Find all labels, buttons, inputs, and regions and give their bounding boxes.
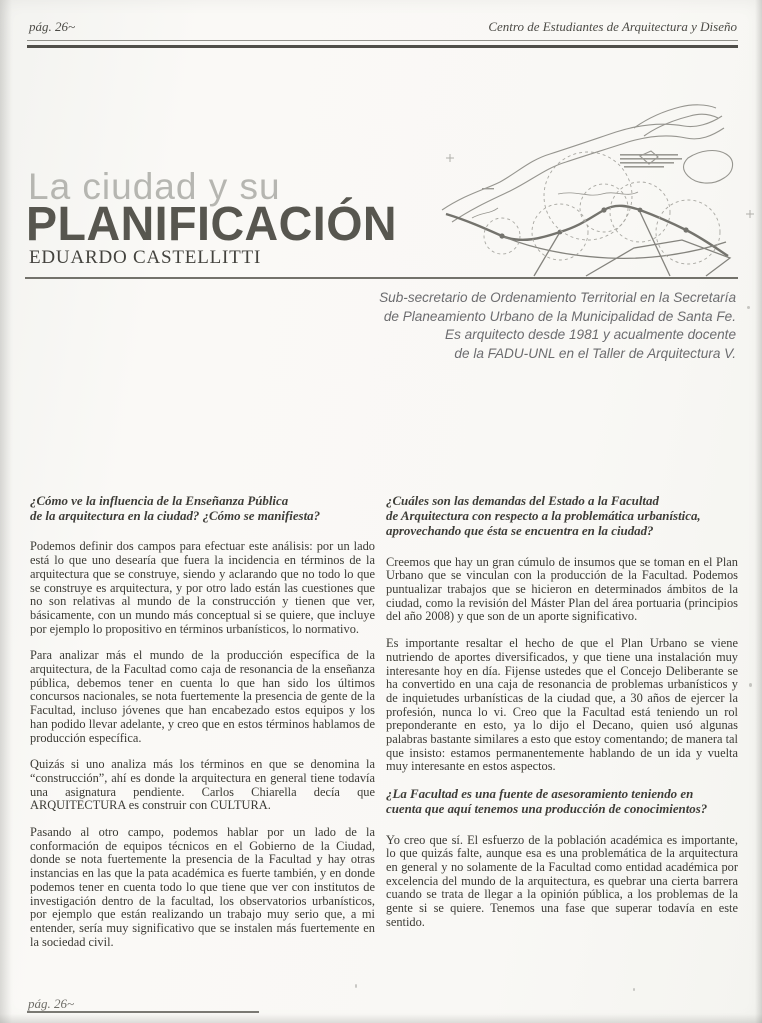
question-line: aprovechando que ésta se encuentra en la ciudad?	[386, 524, 654, 539]
scan-edge-shadow-bottom	[0, 1014, 762, 1023]
scan-speck	[747, 306, 750, 309]
question-line: ¿Cómo ve la influencia de la Enseñanza Pública	[30, 494, 289, 508]
urban-plan-sketch-illustration	[438, 96, 762, 278]
body-paragraph: Para analizar más el mundo de la producción específica de la arquitectura, de la Facultad como caja de resonancia de la enseñanza pública, debemos tener en cuenta lo que han sido los últimos concursos nacionales, se nota fuertemente la presencia de gente de la Facultad, incluso jóvenes que han encabezado estos equipos y los han podido llevar adelante, y creo que en estos términos hablamos de producción específica.	[30, 648, 375, 745]
body-paragraph: Yo creo que sí. El esfuerzo de la población académica es importante, lo que quizás falte, aunque esa es una problemática de la arquitectura en general y no solamente de la Facultad como entidad académica por excelencia del mundo de la arquitectura, es quebrar una cierta barrera cuando se trata de llegar a la opinión pública, a los problemas de la gente si se quiere. Tenemos una fase que superar todavía en este sentido.	[386, 832, 738, 929]
interview-question-3	[386, 787, 738, 817]
body-paragraph: Pasando al otro campo, podemos hablar por un lado de la conformación de equipos técnicos en el Gobierno de la Ciudad, donde se nota fuertemente la presencia de la Facultad y hay otras instancias en las que la pata académica es fuerte también, y en donde podemos tener en cuenta todo lo que tiene que ver con institutos de investigación dentro de la facultad, los observatorios urbanísticos, por ejemplo que están realizando un trabajo muy serio que, a mi entender, sería muy significativo que se instalen más fuertemente en la sociedad civil.	[30, 825, 375, 949]
footer-page-number: pág. 26~	[28, 996, 75, 1011]
footer-rule	[27, 1011, 259, 1013]
article-author: EDUARDO CASTELLITTI	[29, 247, 262, 268]
body-paragraph: Creemos que hay un gran cúmulo de insumos que se toman en el Plan Urbano que se vinculan con la producción de la Facultad. Podemos puntualizar trabajos que se hicieron en determinados ámbitos de la ciudad, como la revisión del Máster Plan del área portuaria (principios del año 2008) y que son de un aporte significativo.	[386, 554, 738, 624]
scan-speck	[355, 984, 357, 988]
header-publication-title: Centro de Estudiantes de Arquitectura y Diseño	[488, 19, 737, 34]
body-paragraph: Es importante resaltar el hecho de que el Plan Urbano se viene nutriendo de aportes diversificados, y que tiene una instalación muy interesante hoy en día. Fijense ustedes que el Concejo Deliberante se ha convertido en una caja de resonancia de problemas urbanísticos y de inquietudes urbanísticas de la ciudad que, a 30 años de ejercer la profesión, nunca lo vi. Creo que la Facultad está teniendo un rol preponderante en esto, ya lo dijo el Decano, quien usó algunas palabras bastante similares a esto que estoy comentando; de manera tal que insisto: estamos permanentemente hablando de un ida y vuelta muy interesante en estos aspectos.	[386, 636, 738, 774]
question-line: de la arquitectura en la ciudad? ¿Cómo se manifiesta?	[30, 509, 321, 524]
map-sketch-svg	[438, 96, 762, 278]
question-line: cuenta que aquí tenemos una producción de conocimientos?	[386, 802, 708, 817]
page-header	[29, 19, 737, 35]
question-line: de Arquitectura con respecto a la problemática urbanística,	[386, 509, 701, 524]
scan-edge-shadow-left	[0, 0, 12, 1023]
article-title: PLANIFICACIÓN	[26, 198, 398, 251]
interview-question-2	[386, 494, 738, 540]
question-line: ¿La Facultad es una fuente de asesoramiento teniendo en	[386, 787, 694, 802]
intro-line: Es arquitecto desde 1981 y acualmente docente	[445, 327, 736, 343]
article-left-column	[30, 494, 375, 962]
interview-question-1	[30, 494, 375, 524]
article-kicker: La ciudad y su	[28, 166, 281, 207]
header-rule-thin	[27, 40, 738, 41]
intro-line: de Planeamiento Urbano de la Municipalidad de Santa Fe.	[383, 308, 736, 324]
header-page-number: pág. 26~	[29, 19, 76, 34]
scan-speck	[749, 683, 752, 687]
title-divider-rule	[25, 277, 738, 279]
intro-line: Sub-secretario de Ordenamiento Territorial en la Secretaría	[379, 290, 736, 305]
author-bio-intro	[296, 289, 736, 363]
body-paragraph: Podemos definir dos campos para efectuar este análisis: por un lado está lo que uno desearía que fuera la incidencia en términos de la arquitectura que se construye, siendo y aclarando que no todo lo que se construye es arquitectura, y por otro lado están las cuestiones que no son relativas al mundo de la construcción y tienen que ver, básicamente, con un mundo más conceptual si se quiere, que incluye por ejemplo lo propositivo en términos urbanísticos, lo normativo.	[30, 539, 375, 636]
intro-line: de la FADU-UNL en el Taller de Arquitectura V.	[454, 345, 736, 361]
scan-speck	[633, 988, 635, 991]
article-right-column	[386, 494, 738, 942]
header-rule-thick	[27, 45, 738, 48]
body-paragraph: Quizás si uno analiza más los términos en que se denomina la “construcción”, ahí es donde la arquitectura en general tiene todavía una asignatura pendiente. Carlos Chiarella decía que ARQUITECTURA es construir con CULTURA.	[30, 757, 375, 813]
question-line: ¿Cuáles son las demandas del Estado a la Facultad	[386, 494, 659, 508]
